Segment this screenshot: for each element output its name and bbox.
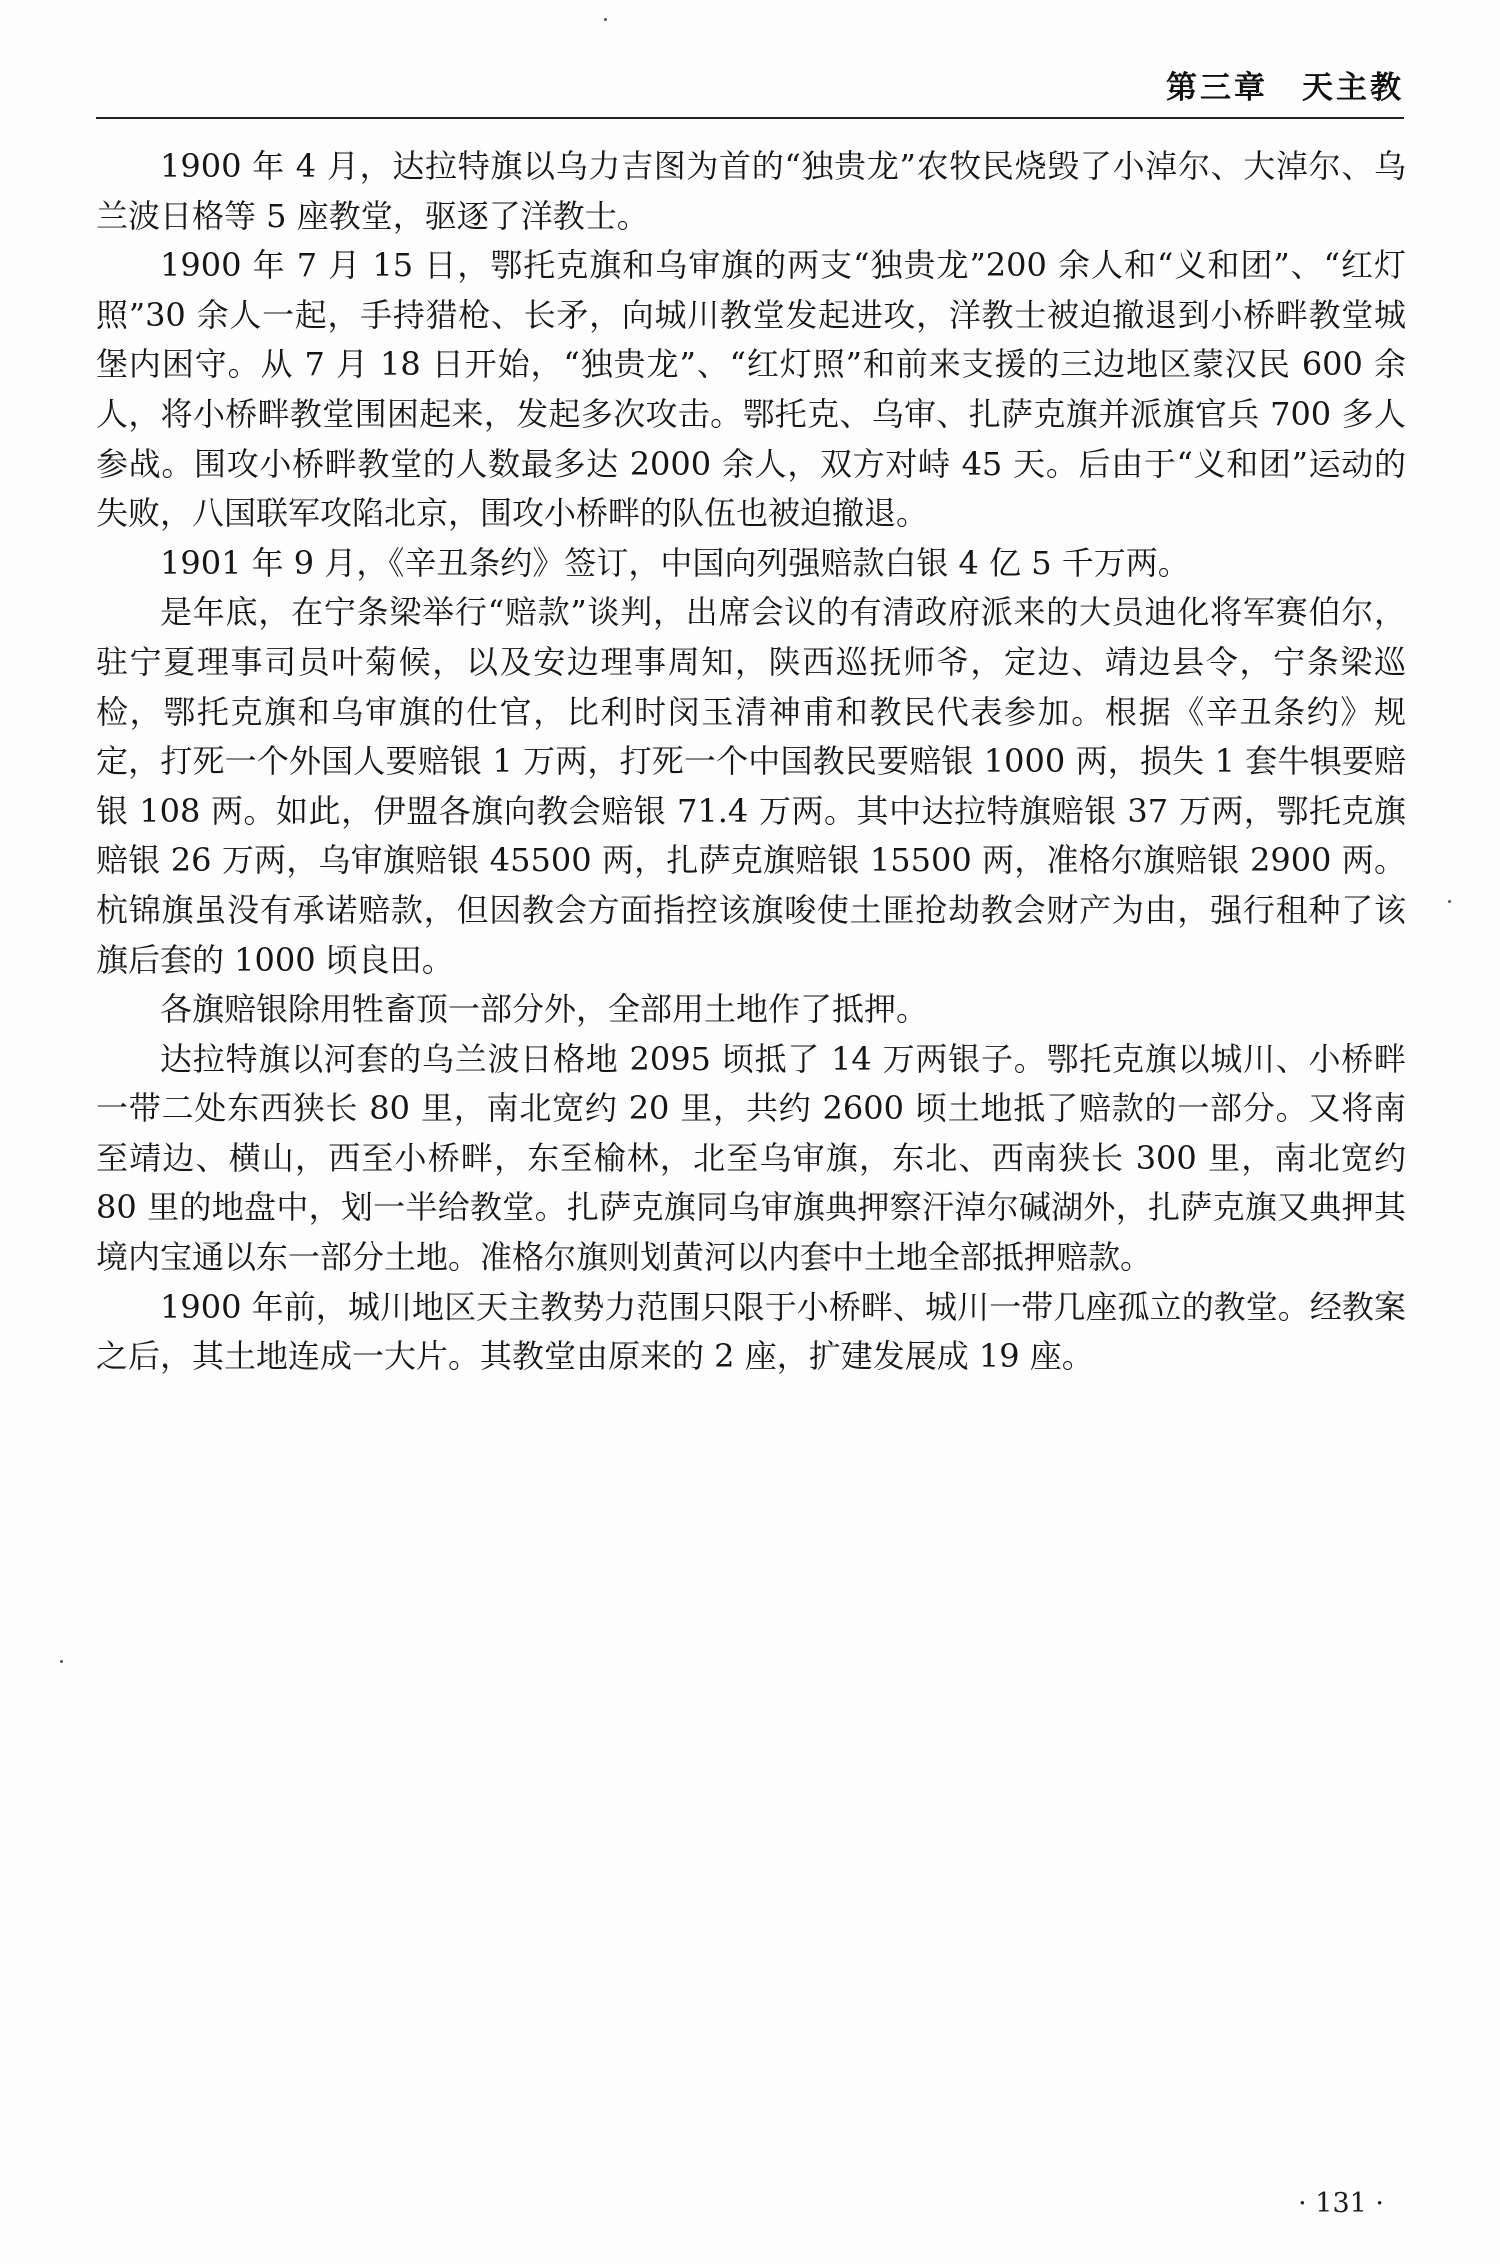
scan-speck <box>1448 900 1451 903</box>
paragraph: 达拉特旗以河套的乌兰波日格地 2095 顷抵了 14 万两银子。鄂托克旗以城川、小桥畔一带二处东西狭长 80 里，南北宽约 20 里，共约 2600 顷土地抵了赔款的一部分。又将南至靖边、横山，西至小桥畔，东至榆林，北至乌审旗，东北、西南狭长 300 里，南北宽约 80 里的地盘中，划一半给教堂。扎萨克旗同乌审旗典押察汗淖尔碱湖外，扎萨克旗又典押其境内宝通以东一部分土地。准格尔旗则划黄河以内套中土地全部抵押赔款。 <box>96 1039 1406 1277</box>
paragraph: 各旗赔银除用牲畜顶一部分外，全部用土地作了抵押。 <box>160 990 929 1029</box>
paragraph: 1901 年 9 月，《辛丑条约》签订，中国向列强赔款白银 4 亿 5 千万两。 <box>160 543 1190 582</box>
paragraph: 是年底，在宁条梁举行“赔款”谈判，出席会议的有清政府派来的大员迪化将军赛伯尔，驻宁夏理事司员叶菊候，以及安边理事周知，陕西巡抚师爷，定边、靖边县令，宁条梁巡检，鄂托克旗和乌审旗的仕官，比利时闵玉清神甫和教民代表参加。根据《辛丑条约》规定，打死一个外国人要赔银 1 万两，打死一个中国教民要赔银 1000 两，损失 1 套牛犋要赔银 108 两。如此，伊盟各旗向教会赔银 71.4 万两。其中达拉特旗赔银 37 万两，鄂托克旗赔银 26 万两，乌审旗赔银 45500 两，扎萨克旗赔银 15500 两，准格尔旗赔银 2900 两。杭锦旗虽没有承诺赔款，但因教会方面指控该旗唆使土匪抢劫教会财产为由，强行租种了该旗后套的 1000 顷良田。 <box>96 593 1406 979</box>
header-rule <box>96 117 1404 119</box>
paragraph: 1900 年 4 月，达拉特旗以乌力吉图为首的“独贵龙”农牧民烧毁了小淖尔、大淖尔、乌兰波日格等 5 座教堂，驱逐了洋教士。 <box>96 147 1406 235</box>
running-head <box>96 62 1404 116</box>
chapter-title: 第三章 天主教 <box>1166 70 1404 106</box>
page-number: · 131 · <box>1298 2188 1384 2219</box>
body-text <box>96 142 1406 1382</box>
paragraph: 1900 年前，城川地区天主教势力范围只限于小桥畔、城川一带几座孤立的教堂。经教案之后，其土地连成一大片。其教堂由原来的 2 座，扩建发展成 19 座。 <box>96 1287 1406 1376</box>
paragraph: 1900 年 7 月 15 日，鄂托克旗和乌审旗的两支“独贵龙”200 余人和“义和团”、“红灯照”30 余人一起，手持猎枪、长矛，向城川教堂发起进攻，洋教士被迫撤退到小桥畔教堂城堡内困守。从 7 月 18 日开始，“独贵龙”、“红灯照”和前来支援的三边地区蒙汉民 600 余人，将小桥畔教堂围困起来，发起多次攻击。鄂托克、乌审、扎萨克旗并派旗官兵 700 多人参战。围攻小桥畔教堂的人数最多达 2000 余人，双方对峙 45 天。后由于“义和团”运动的失败，八国联军攻陷北京，围攻小桥畔的队伍也被迫撤退。 <box>96 246 1406 533</box>
scan-speck <box>604 18 607 21</box>
scan-speck <box>60 1660 63 1663</box>
